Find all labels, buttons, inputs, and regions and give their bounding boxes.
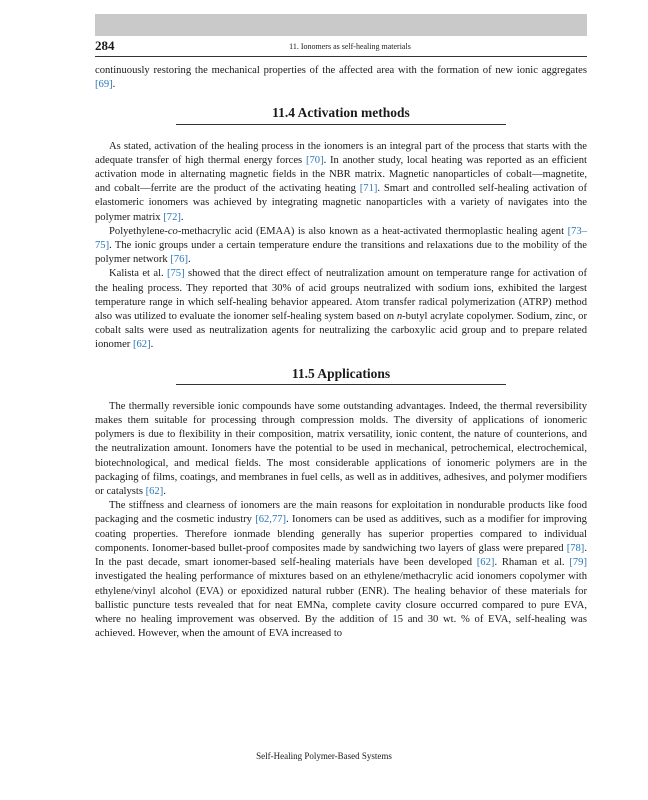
citation-link[interactable]: [70]: [305, 154, 324, 166]
paragraph: Kalista et al. [75] showed that the direct effect of neutralization amount on temperature range for activation of the healing process. They reported that 30% of acid groups neutralized with sodium ions, exhibited the largest temperature range in which self-healing behavior appeared. Atom transfer radical polymerization (ATRP) method also was utilized to evaluate the ionomer self-healing system based on n-butyl acrylate copolymer. Sodium, zinc, or cobalt salts were used as neutralization agents for neutralizing the carboxylic acid group and to prepare related ionomer [62].: [95, 268, 587, 351]
citation-link[interactable]: [79]: [569, 557, 587, 569]
citation-link[interactable]: [62]: [145, 486, 164, 498]
citation-link[interactable]: [73–75]: [95, 225, 587, 252]
citation-link[interactable]: [75]: [166, 268, 185, 280]
header-rule: [95, 56, 587, 57]
citation-link[interactable]: [76]: [170, 254, 188, 266]
citation-link[interactable]: [62,77]: [255, 514, 287, 526]
citation-link[interactable]: [62]: [476, 557, 495, 569]
section-heading-activation-methods: 11.4 Activation methods: [176, 106, 506, 124]
footer-book-title: Self-Healing Polymer-Based Systems: [256, 751, 392, 761]
intro-paragraph: continuously restoring the mechanical properties of the affected area with the formation of new ionic aggregates [69].: [95, 65, 587, 91]
citation-link[interactable]: [62]: [132, 339, 151, 351]
running-head: 11. Ionomers as self-healing materials: [289, 42, 411, 51]
page-number: 284: [95, 38, 115, 53]
citation-link[interactable]: [69]: [95, 79, 113, 91]
citation-link[interactable]: [78]: [566, 542, 585, 554]
citation-link[interactable]: [71]: [359, 183, 378, 195]
header-bar: [95, 14, 587, 36]
paragraph: As stated, activation of the healing process in the ionomers is an integral part of the process that starts with the adequate transfer of high thermal energy forces [70]. In another study, local heating was reported as an efficient activation mode in alternating magnetic fields in the NBR matrix. Magnetic nanoparticles of cobalt—magnetite, and cobalt—ferrite are the product of the activating heating [71]. Smart and controlled self-healing activation of elastomeric ionomers was achieved by integrating magnetic nanoparticles with a variety of navigates into the polymer matrix [72].: [95, 140, 587, 223]
page-body: [95, 64, 587, 641]
section-heading-applications: 11.5 Applications: [176, 367, 506, 385]
citation-link[interactable]: [72]: [163, 211, 181, 223]
paragraph: The stiffness and clearness of ionomers are the main reasons for exploitation in nondurable products like food packaging and the cosmetic industry [62,77]. Ionomers can be used as additives, such as a modifier for improving coating properties. Therefore ionmade blending generally has superior properties compared to individual components. Ionomer-based bullet-proof composites made by sandwiching two layers of glass were prepared [78]. In the past decade, smart ionomer-based self-healing materials have been developed [62]. Rhaman et al. [79] investigated the healing performance of mixtures based on an ethylene/methacrylic acid ionomers copolymer with ethylene/vinyl alcohol (EVA) or epoxidized natural rubber (ENR). The healing behavior of these materials for ballistic puncture tests revealed that for neat EMNa, complete cavity closure occurred compared to pure EVA, where no healing improvement was observed. By the addition of 15 and 30 wt. % of EVA, self-healing was achieved. However, when the amount of EVA increased to: [95, 500, 587, 640]
paragraph: Polyethylene-co-methacrylic acid (EMAA) is also known as a heat-activated thermoplastic healing agent [73–75]. The ionic groups under a certain temperature endure the transitions and relaxations due to the mobility of the polymer network [76].: [95, 225, 587, 266]
paragraph: The thermally reversible ionic compounds have some outstanding advantages. Indeed, the thermal reversibility makes them suitable for processing through compression molds. The diversity of applications of ionomeric polymers is due to flexibility in their composition, matrix versatility, ionic content, the nature of counterions, and the neutralization amount. Ionomers have the potential to be used in mechanical, petrochemical, electrochemical, biotechnological, and medical fields. The most considerable applications of ionomeric polymers are in the packaging of films, coatings, and membranes in fuel cells, as well as in additives, adhesives, and polymer modifiers or catalysts [62].: [95, 400, 587, 498]
